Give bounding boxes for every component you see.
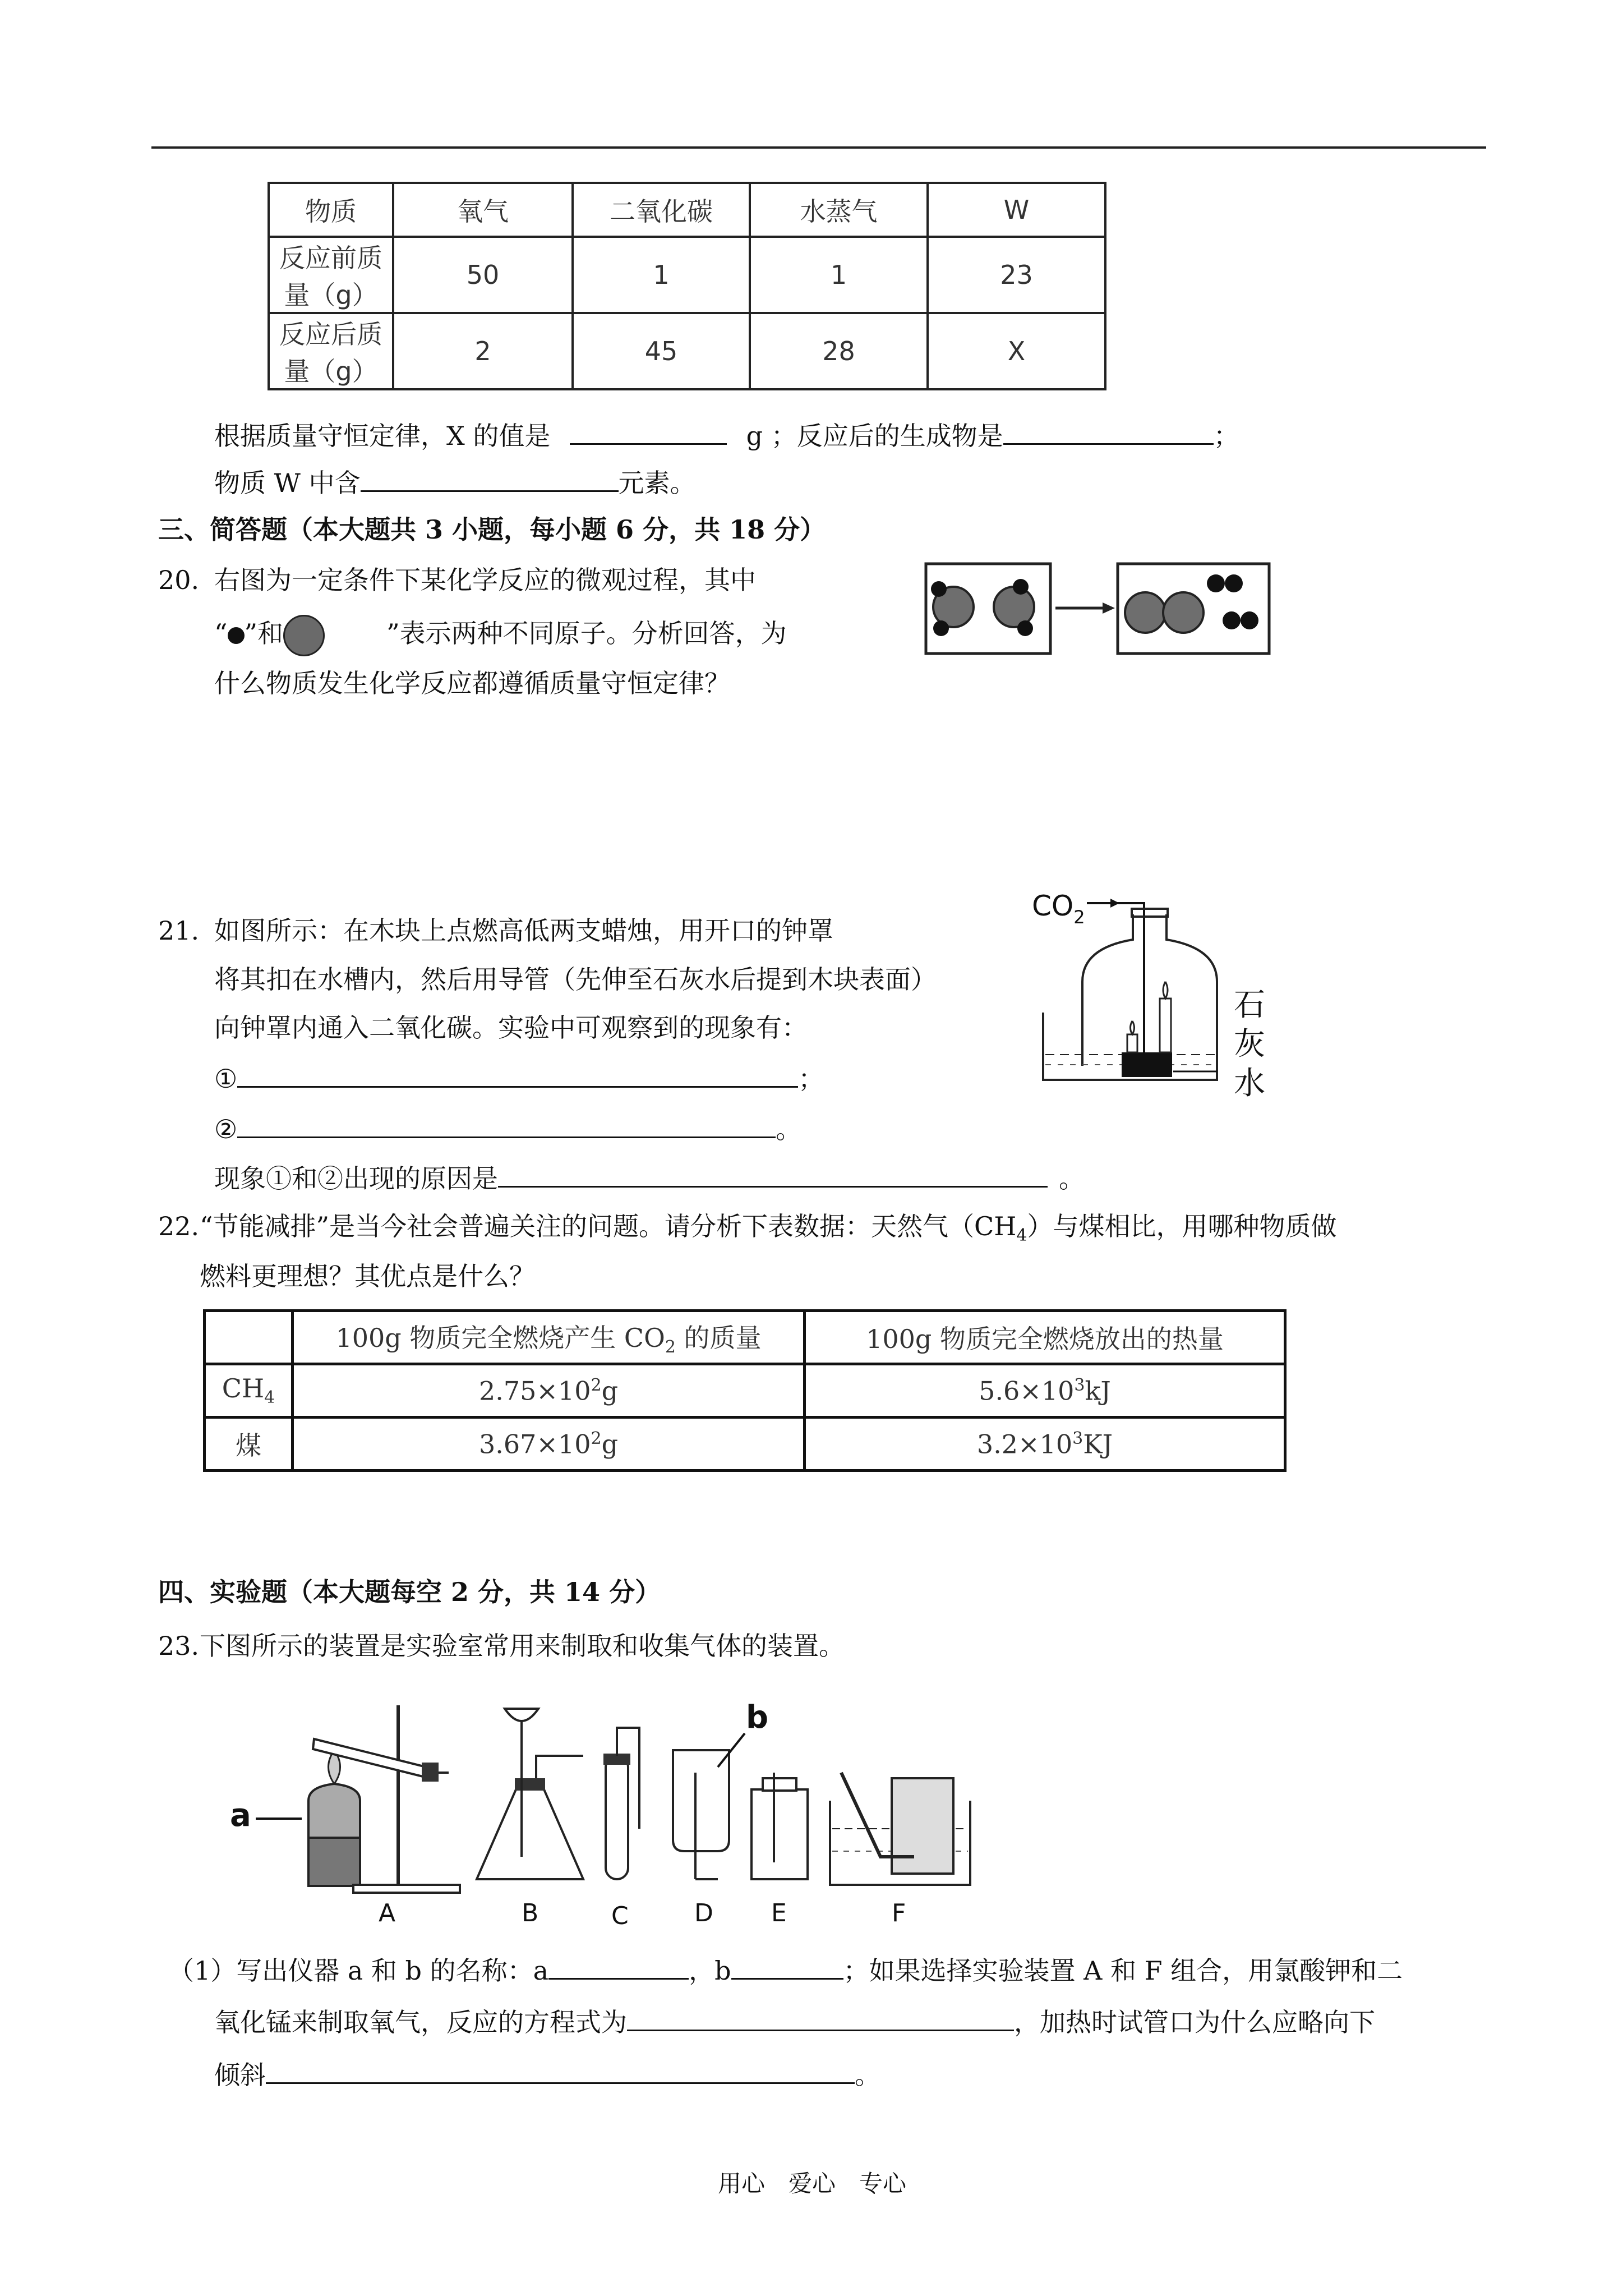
collecting-bottle-f (892, 1778, 953, 1874)
q19-text: g ；反应后的生成物是 (746, 421, 1003, 451)
q23-text: ，加热时试管口为什么应略向下 (1014, 2007, 1375, 2037)
q21-line2: 将其扣在水槽内，然后用导管（先伸至石灰水后提到木块表面） (214, 964, 937, 995)
q22-text: ）与煤相比，用哪种物质做 (1027, 1211, 1337, 1241)
inverted-bottle-d (673, 1750, 729, 1851)
gas-bottle-e (751, 1789, 808, 1879)
q23-text: 氧化锰来制取氧气，反应的方程式为 (214, 2007, 627, 2037)
q20-text: ”表示两种不同原子。分析回答，为 (386, 618, 787, 648)
mass-table (268, 182, 1106, 390)
label-apparatus-c: C (611, 1902, 629, 1930)
q21-text: ① (214, 1064, 238, 1094)
q21-line1: 如图所示：在木块上点燃高低两支蜡烛，用开口的钟罩 (214, 915, 833, 946)
small-atom (1241, 611, 1258, 629)
tall-candle-flame (1163, 982, 1168, 999)
answer-blank-phenomenon1[interactable] (237, 1061, 798, 1088)
bell-jar-neck (1132, 909, 1168, 917)
bottle-neck-e (763, 1778, 796, 1791)
table-cell: 反应后质量（g） (269, 313, 393, 389)
tall-candle (1160, 999, 1171, 1052)
small-atom (1223, 611, 1241, 629)
wood-block-a (308, 1838, 360, 1886)
q23-line1: 下图所示的装置是实验室常用来制取和收集气体的装置。 (200, 1631, 845, 1661)
q23-text: （1）写出仪器 a 和 b 的名称：a (168, 1955, 549, 1986)
q20-number: 20. (158, 565, 200, 595)
q20-line3: 什么物质发生化学反应都遵循质量守恒定律？ (214, 668, 730, 698)
table-row (269, 237, 1105, 313)
table-cell: 2 (393, 313, 573, 389)
small-atom (1207, 574, 1225, 592)
q21-reason (214, 1161, 1085, 1195)
section3-title: 三、简答题（本大题共 3 小题，每小题 6 分，共 18 分） (158, 514, 826, 545)
table-cell: $3.67\times 10^2g$ (293, 1418, 805, 1471)
answer-blank-a[interactable] (548, 1953, 689, 1980)
q19-text: 物质 W 中含 (214, 468, 361, 498)
table-cell: 50 (393, 237, 573, 313)
q21-text: ② (214, 1114, 238, 1144)
label-a: a (230, 1797, 251, 1834)
short-candle (1127, 1034, 1137, 1052)
q21-line3: 向钟罩内通入二氧化碳。实验中可观察到的现象有： (214, 1013, 808, 1043)
q20-line1: 右图为一定条件下某化学反应的微观过程，其中 (214, 565, 756, 595)
q19-text: 根据质量守恒定律，X 的值是 (214, 421, 551, 451)
table-cell: $5.6\times 10^3kJ$ (805, 1364, 1285, 1418)
q22-line1 (200, 1209, 1336, 1253)
stopper-b (515, 1778, 545, 1791)
table-row (205, 1418, 1285, 1471)
small-atom (1017, 620, 1033, 636)
co2-label: $CO_2$ (1032, 890, 1085, 928)
answer-blank-phenomenon2[interactable] (237, 1112, 776, 1138)
label-apparatus-b: B (522, 1899, 539, 1927)
small-atom (933, 620, 949, 636)
label-apparatus-a: A (379, 1899, 396, 1927)
q22-line2: 燃料更理想？其优点是什么？ (200, 1261, 535, 1291)
large-atom-icon (283, 615, 325, 656)
table-cell: 煤 (205, 1418, 293, 1471)
table-header: 物质 (269, 183, 393, 237)
q23-part1-line2 (214, 2005, 1375, 2039)
answer-blank-equation[interactable] (627, 2005, 1014, 2031)
header-rule (151, 146, 1486, 149)
q21-number: 21. (158, 915, 200, 946)
answer-blank-b[interactable] (731, 1953, 843, 1980)
short-candle-flame (1131, 1021, 1135, 1034)
q21-text: 。 (776, 1114, 802, 1144)
q20-text: ”和 (244, 618, 284, 648)
q22-text: “节能减排”是当今社会普遍关注的问题。请分析下表数据：天然气（CH (200, 1211, 1017, 1241)
answer-blank-reason[interactable] (498, 1161, 1048, 1188)
answer-blank-elements[interactable] (361, 466, 619, 492)
section4-title: 四、实验题（本大题每空 2 分，共 14 分） (158, 1577, 661, 1607)
test-tube-c (606, 1756, 628, 1879)
q23-part1-line1 (168, 1953, 1403, 1987)
table-cell: $CH_4$ (205, 1364, 293, 1418)
funnel-top (505, 1709, 538, 1721)
small-atom-icon (228, 627, 245, 644)
table-cell: 1 (573, 237, 750, 313)
small-atom (931, 581, 947, 597)
table-cell: 1 (750, 237, 928, 313)
table-header: 100g 物质完全燃烧产生 $CO_2$ 的质量 (293, 1311, 805, 1364)
q23-text: 。 (855, 2060, 880, 2090)
table-header: 100g 物质完全燃烧放出的热量 (805, 1311, 1285, 1364)
q23-text: ，b (689, 1955, 731, 1986)
q21-text: 现象①和②出现的原因是 (214, 1163, 498, 1194)
table-row (205, 1311, 1285, 1364)
table-row (269, 183, 1105, 237)
table-cell: $2.75\times 10^2g$ (293, 1364, 805, 1418)
q23-part1-line3 (214, 2058, 880, 2092)
label-apparatus-d: D (694, 1899, 713, 1927)
table-header-empty (205, 1311, 293, 1364)
stopper-a (422, 1763, 439, 1782)
fuel-table (203, 1309, 1287, 1472)
q22-sub: 4 (1016, 1226, 1027, 1246)
conical-flask (477, 1789, 583, 1879)
table-cell: $3.2\times 10^3KJ$ (805, 1418, 1285, 1471)
answer-blank-x[interactable] (570, 418, 727, 445)
q19-line1 (214, 418, 1239, 453)
q20-line2 (214, 615, 787, 656)
small-atom (1225, 574, 1243, 592)
table-header: 氧气 (393, 183, 573, 237)
q19-text: 元素。 (618, 468, 696, 498)
q23-text: 倾斜 (214, 2060, 266, 2090)
q21-item1 (214, 1061, 824, 1096)
label-b: b (746, 1699, 769, 1736)
apparatus-diagram (224, 1688, 976, 1930)
answer-blank-tilt[interactable] (266, 2058, 855, 2084)
q19-text: ； (1213, 421, 1239, 451)
page-footer: 用心 爱心 专心 (718, 2170, 907, 2197)
table-header: 水蒸气 (750, 183, 928, 237)
q21-text: 。 (1059, 1163, 1085, 1194)
limewater-label-2: 灰 (1234, 1026, 1265, 1062)
delivery-tube-b (536, 1756, 583, 1778)
large-atom (1163, 592, 1204, 633)
table-cell: 23 (928, 237, 1105, 313)
q23-number: 23. (158, 1631, 200, 1661)
bell-jar (1082, 914, 1217, 1066)
q22-number: 22. (158, 1211, 200, 1241)
table-cell: 28 (750, 313, 928, 389)
bell-jar-diagram (1026, 886, 1284, 1111)
table-cell: 反应前质量（g） (269, 237, 393, 313)
q19-line2 (214, 466, 696, 500)
q21-item2 (214, 1112, 801, 1146)
q21-text: ； (798, 1064, 824, 1094)
table-row (269, 313, 1105, 389)
limewater-label-3: 水 (1234, 1065, 1265, 1102)
limewater-label-1: 石 (1234, 987, 1265, 1023)
table-header: 二氧化碳 (573, 183, 750, 237)
small-atom (1013, 579, 1029, 595)
q23-text: ；如果选择实验装置 A 和 F 组合，用氯酸钾和二 (843, 1955, 1403, 1986)
wood-block (1122, 1052, 1172, 1077)
table-header: W (928, 183, 1105, 237)
table-cell: X (928, 313, 1105, 389)
alcohol-lamp (308, 1784, 360, 1838)
table-row (205, 1364, 1285, 1418)
table-cell: 45 (573, 313, 750, 389)
label-apparatus-e: E (771, 1899, 787, 1927)
label-apparatus-f: F (892, 1899, 906, 1927)
reaction-diagram (924, 562, 1272, 657)
q20-text: “ (214, 618, 228, 648)
arrow-head (1103, 602, 1115, 614)
stand-base (353, 1885, 460, 1893)
answer-blank-products[interactable] (1003, 418, 1214, 445)
large-atom (1125, 592, 1165, 633)
